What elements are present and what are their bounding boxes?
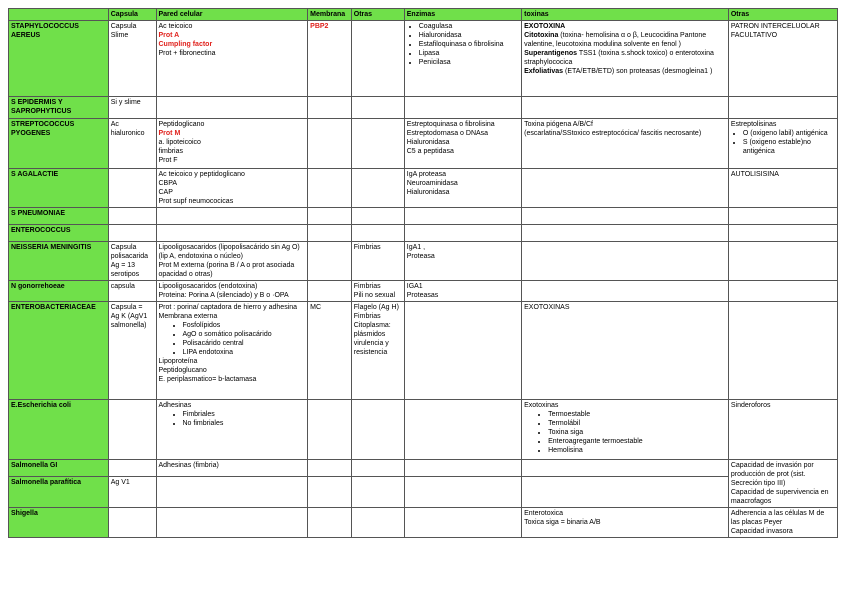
cell-otras [351, 302, 404, 400]
list-item: • Fimbriales [183, 410, 306, 419]
cell-toxinas [522, 281, 729, 302]
row-header: Shigella [9, 508, 109, 538]
cell-text: TSS1 (toxina s.shock toxico) o enterotoxina straphylococica [524, 50, 714, 66]
row-header: NEISSERIA MENINGITIS [9, 242, 109, 281]
cell-text-bold: Citotoxina [524, 32, 559, 39]
cell-text: Estreptoquinasa o fibrolisina [406, 121, 495, 128]
cell-otras [351, 119, 404, 169]
cell-text: Capacidad de supervivencia en maacrofagos [730, 489, 829, 505]
table-row [9, 97, 838, 119]
cell-otras2 [728, 119, 837, 169]
list-item: • AgO o somático polisacárido [183, 330, 306, 339]
cell-text-bold: Exfoliativas [524, 68, 564, 75]
row-header: S AGALACTIE [9, 169, 109, 208]
cell-toxinas [522, 477, 729, 508]
cell-text: Prot F [158, 157, 178, 164]
cell-text: Membrana externa [158, 313, 218, 320]
list-item: • Enteroagregante termoestable [548, 437, 726, 446]
cell-text: Toxica siga = binaria A/B [524, 519, 601, 526]
header-cell: Enzimas [404, 9, 521, 21]
cell-text: Flagelo (Ag H) [353, 304, 399, 311]
row-header: Salmonella GI [9, 460, 109, 477]
cell-capsula: Ag V1 [108, 477, 156, 508]
header-cell: Membrana [308, 9, 352, 21]
cell-capsula [108, 460, 156, 477]
cell-otras2 [728, 208, 837, 225]
cell-pared [156, 21, 308, 97]
row-header: STAPHYLOCOCCUS AEREUS [9, 21, 109, 97]
cell-text: Fimbrias [353, 283, 381, 290]
list-item: • LIPA endotoxina [183, 348, 306, 357]
cell-enzimas [404, 281, 521, 302]
cell-otras2: AUTOLISISINA [728, 169, 837, 208]
cell-text: Neuroaminidasa [406, 180, 458, 187]
cell-toxinas [522, 21, 729, 97]
cell-otras2 [728, 225, 837, 242]
cell-pared [156, 97, 308, 119]
cell-text: Prot + fibronectina [158, 50, 216, 57]
cell-otras2 [728, 508, 837, 538]
cell-text: fimbrias [158, 148, 184, 155]
header-cell: Otras [351, 9, 404, 21]
cell-text: Adherencia a las células M de las placas Peyer [730, 510, 825, 526]
table-row [9, 281, 838, 302]
table-row [9, 460, 838, 477]
cell-enzimas [404, 225, 521, 242]
cell-otras [351, 21, 404, 97]
list-item: • Lipasa [419, 49, 519, 58]
cell-membrana [308, 477, 352, 508]
cell-membrana [308, 169, 352, 208]
cell-text: C5 a peptidasa [406, 148, 454, 155]
cell-text-highlight: PBP2 [310, 23, 329, 30]
cell-pared [156, 281, 308, 302]
membrane-list [159, 321, 306, 357]
cell-enzimas [404, 97, 521, 119]
list-item: • Hemolisina [548, 446, 726, 455]
cell-text: Lipoproteína [158, 358, 198, 365]
cell-membrana [308, 225, 352, 242]
list-item: • No fimbriales [183, 419, 306, 428]
cell-otras [351, 400, 404, 460]
cell-capsula [108, 208, 156, 225]
cell-membrana [308, 281, 352, 302]
cell-text: Toxina piógena A/B/Cf [524, 121, 594, 128]
table-row [9, 169, 838, 208]
cell-otras2 [728, 242, 837, 281]
cell-otras2 [728, 281, 837, 302]
cell-text: Ac teicoico y peptidoglicano [158, 171, 245, 178]
cell-text: Capsula = [110, 304, 143, 311]
cell-pared [156, 169, 308, 208]
list-item: • Termolábil [548, 419, 726, 428]
list-item: • Hialuronidasa [419, 31, 519, 40]
cell-text: Proteina: Porina A (silenciado) y B o ·OPA [158, 292, 289, 299]
cell-toxinas [522, 97, 729, 119]
cell-text: Estreptodornasa o DNAsa [406, 130, 489, 137]
cell-text: Proteasas [406, 292, 439, 299]
cell-pared [156, 302, 308, 400]
cell-toxinas [522, 508, 729, 538]
bacteria-table [8, 8, 838, 538]
cell-toxinas [522, 242, 729, 281]
cell-text: Ag = 13 serotipos [110, 262, 140, 278]
cell-capsula [108, 21, 156, 97]
enzyme-list [407, 22, 519, 67]
cell-toxinas [522, 208, 729, 225]
cell-membrana [308, 208, 352, 225]
cell-text: CAP [158, 189, 173, 196]
cell-otras2: PATRON INTERCELUOLAR FACULTATIVO [728, 21, 837, 97]
cell-otras [351, 225, 404, 242]
list-item: • Termoestable [548, 410, 726, 419]
cell-text: Capacidad invasora [730, 528, 793, 535]
row-header: Salmonella parafítica [9, 477, 109, 508]
cell-text: E. periplasmatico= b-lactamasa [158, 376, 257, 383]
row-header: STREPTOCOCCUS PYOGENES [9, 119, 109, 169]
cell-text: Enterotoxica [524, 510, 564, 517]
cell-text: Prot M externa (porina B / A o prot asociada opacidad o otras) [158, 262, 295, 278]
cell-text: IgA proteasa [406, 171, 447, 178]
cell-pared [156, 242, 308, 281]
cell-toxinas [522, 400, 729, 460]
header-cell: toxinas [522, 9, 729, 21]
cell-membrana [308, 21, 352, 97]
cell-membrana [308, 97, 352, 119]
cell-text: Capsula polisacarida [110, 244, 149, 260]
cell-toxinas [522, 460, 729, 477]
cell-capsula: capsula [108, 281, 156, 302]
cell-toxinas: EXOTOXINAS [522, 302, 729, 400]
cell-text: resistencia [353, 349, 388, 356]
cell-enzimas [404, 302, 521, 400]
cell-text: Hialuronidasa [406, 139, 450, 146]
cell-text: Hialuronidasa [406, 189, 450, 196]
row-header: N gonorrehoeae [9, 281, 109, 302]
list-item: • Polisacárido central [183, 339, 306, 348]
row-header: S PNEUMONIAE [9, 208, 109, 225]
cell-text-highlight: Prot A [158, 32, 180, 39]
cell-otras [351, 460, 404, 477]
cell-text: Adhesinas [158, 402, 192, 409]
cell-text: IGA1 [406, 283, 423, 290]
cell-text: Peptidoglicano [158, 121, 205, 128]
cell-pared [156, 225, 308, 242]
cell-text-bold: EXOTOXINA [524, 23, 566, 30]
cell-text: Estreptolisinas [730, 121, 777, 128]
adhesin-list [159, 410, 306, 428]
table-row [9, 242, 838, 281]
cell-enzimas [404, 119, 521, 169]
cell-capsula [108, 302, 156, 400]
cell-toxinas [522, 225, 729, 242]
cell-pared [156, 508, 308, 538]
header-row [9, 9, 838, 21]
list-item: • Fosfolípidos [183, 321, 306, 330]
cell-otras [351, 281, 404, 302]
list-item: • O (oxigeno labil) antigénica [743, 129, 835, 138]
cell-otras2 [728, 460, 837, 508]
cell-text: Slime [110, 32, 129, 39]
cell-enzimas [404, 508, 521, 538]
table-row [9, 508, 838, 538]
cell-otras2 [728, 302, 837, 400]
cell-capsula [108, 242, 156, 281]
cell-text: Ac teicoico [158, 23, 193, 30]
cell-otras [351, 477, 404, 508]
cell-capsula [108, 400, 156, 460]
header-cell [9, 9, 109, 21]
cell-enzimas [404, 169, 521, 208]
cell-text: Lipooligosacaridos (endotoxina) [158, 283, 258, 290]
cell-pared [156, 400, 308, 460]
cell-otras: Fimbrias [351, 242, 404, 281]
cell-pared [156, 208, 308, 225]
cell-text: a. lipoteicoico [158, 139, 201, 146]
list-item: • Coagulasa [419, 22, 519, 31]
cell-text: virulencia y [353, 340, 389, 347]
header-cell: Otras [728, 9, 837, 21]
table-row [9, 477, 838, 508]
cell-membrana [308, 119, 352, 169]
table-row [9, 208, 838, 225]
cell-otras2: Sinderoforos [728, 400, 837, 460]
toxin-list [524, 410, 726, 455]
cell-membrana [308, 400, 352, 460]
cell-text: Peptidoglucano [158, 367, 207, 374]
cell-text: Ag K (AgV1 [110, 313, 148, 320]
cell-text: (toxina- hemolisina α o β, Leucocidina Pantone valentine, leucotoxina modulina solvente en fenol ) [524, 32, 707, 48]
cell-otras [351, 97, 404, 119]
cell-capsula [108, 508, 156, 538]
cell-otras2 [728, 97, 837, 119]
lysin-list [731, 129, 835, 156]
table-row [9, 400, 838, 460]
cell-text-bold: Superantigenos [524, 50, 578, 57]
cell-text-highlight: Cumpling factor [158, 41, 213, 48]
cell-text: CBPA [158, 180, 178, 187]
cell-membrana [308, 242, 352, 281]
cell-toxinas [522, 119, 729, 169]
cell-text: Capsula [110, 23, 137, 30]
row-header: E.Escherichia coli [9, 400, 109, 460]
cell-text: Exotoxinas [524, 402, 559, 409]
cell-enzimas [404, 400, 521, 460]
cell-text: Fimbrias [353, 313, 381, 320]
cell-membrana [308, 460, 352, 477]
cell-text: Prot supf neumococicas [158, 198, 234, 205]
row-header: ENTEROBACTERIACEAE [9, 302, 109, 400]
cell-text: IgA1 , [406, 244, 426, 251]
cell-text: salmonella) [110, 322, 147, 329]
cell-text: plásmidos [353, 331, 386, 338]
header-cell: Pared celular [156, 9, 308, 21]
cell-pared [156, 119, 308, 169]
cell-text: (escarlatina/SStoxico estreptocócica/ fascitis necrosante) [524, 130, 702, 137]
list-item: • Toxina siga [548, 428, 726, 437]
cell-enzimas [404, 208, 521, 225]
cell-capsula: Si y slime [108, 97, 156, 119]
cell-text: Pili no sexual [353, 292, 396, 299]
cell-pared: Adhesinas (fimbria) [156, 460, 308, 477]
row-header: S EPIDERMIS Y SAPROPHYTICUS [9, 97, 109, 119]
cell-capsula: Ac hialuronico [108, 119, 156, 169]
list-item: • Penicilasa [419, 58, 519, 67]
cell-text: Prot : porina/ captadora de hierro y adhesina [158, 304, 298, 311]
cell-text: (ETA/ETB/ETD) son proteasas (desmogleina1 ) [563, 68, 713, 75]
list-item: • Estafiloquinasa o fibrolisina [419, 40, 519, 49]
cell-enzimas [404, 477, 521, 508]
cell-enzimas [404, 242, 521, 281]
cell-enzimas [404, 460, 521, 477]
cell-pared [156, 477, 308, 508]
cell-text: Capacidad de invasión por producción de prot (sist. Secreción tipo III) [730, 462, 814, 487]
cell-otras [351, 508, 404, 538]
cell-membrana: MC [308, 302, 352, 400]
cell-toxinas [522, 169, 729, 208]
table-row [9, 225, 838, 242]
table-row [9, 302, 838, 400]
cell-otras [351, 208, 404, 225]
header-cell: Capsula [108, 9, 156, 21]
cell-text: Lipooligosacaridos (lipopolisacárido sin Ag O) (lip A, endotoxina o núcleo) [158, 244, 300, 260]
cell-text: Citoplasma: [353, 322, 391, 329]
cell-text: Proteasa [406, 253, 435, 260]
cell-enzimas [404, 21, 521, 97]
cell-otras [351, 169, 404, 208]
table-row [9, 119, 838, 169]
cell-text-highlight: Prot M [158, 130, 181, 137]
cell-capsula [108, 169, 156, 208]
row-header: ENTEROCOCCUS [9, 225, 109, 242]
cell-membrana [308, 508, 352, 538]
table-row [9, 21, 838, 97]
cell-capsula [108, 225, 156, 242]
list-item: • S (oxigeno estable)no antigénica [743, 138, 835, 156]
